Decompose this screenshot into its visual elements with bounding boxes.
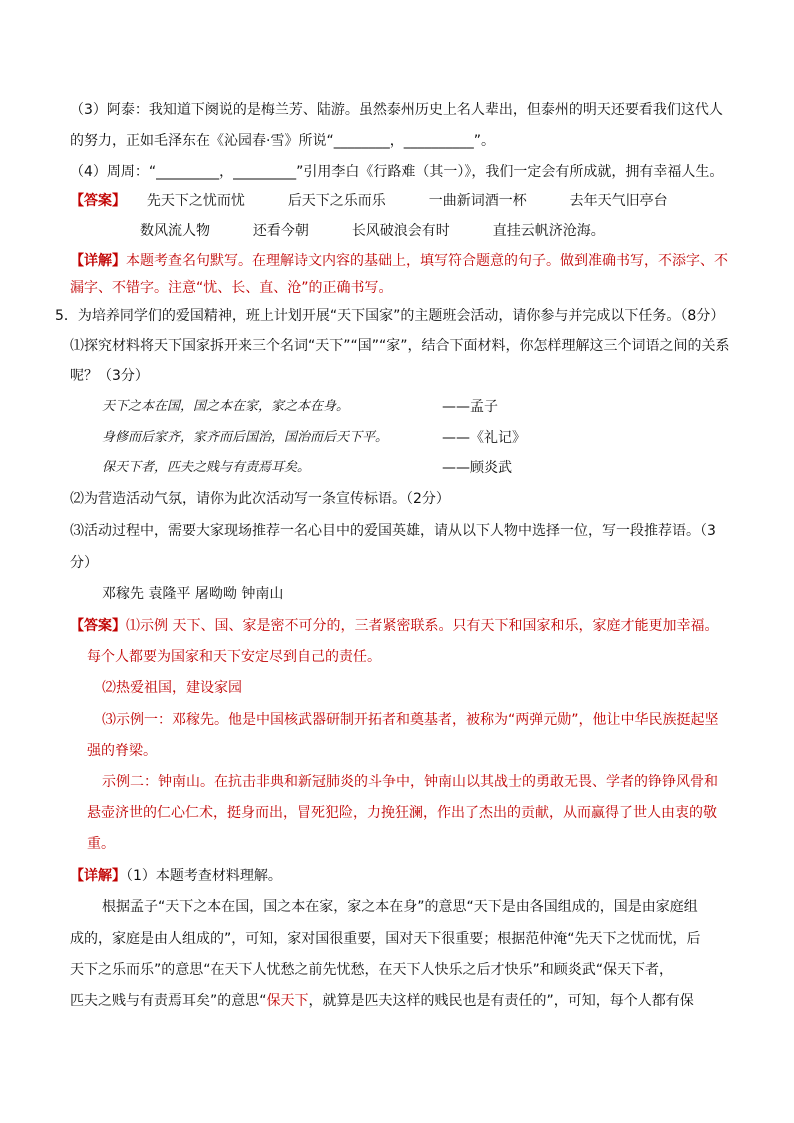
answer-item: 后天下之乐而乐 xyxy=(287,193,386,209)
q4-detail-line1 xyxy=(70,246,728,276)
q5-answer-2: ⑵热爱祖国，建设家园 xyxy=(102,680,242,696)
answer-item: 一曲新词酒一杯 xyxy=(428,193,527,209)
material-source: ——顾炎武 xyxy=(442,460,512,476)
detail-text: 本题考查名句默写。在理解诗文内容的基础上，填写符合题意的句子。做到准确书写，不添字、不 xyxy=(126,253,728,269)
q5-task2: ⑵为营造活动气氛，请你为此次活动写一条宣传标语。（2分） xyxy=(70,491,450,507)
q5-detail-line1: 根据孟子“天下之本在国，国之本在家，家之本在身”的意思“天下是由各国组成的，国是由家庭组 xyxy=(102,899,698,915)
material-text: 身修而后家齐，家齐而后国治，国治而后天下平。 xyxy=(102,430,389,445)
q5-answer-3-line3: 示例二：钟南山。在抗击非典和新冠肺炎的斗争中，钟南山以其战士的勇敢无畏、学者的铮铮风骨和 xyxy=(102,774,718,790)
q5-title: 5．为培养同学们的爱国精神，班上计划开展“天下国家”的主题班会活动，请你参与并完成以下任务。（8分） xyxy=(55,308,725,324)
q5-detail-line3: 天下之乐而乐”的意思“在天下人忧愁之前先忧愁，在天下人快乐之后才快乐”和顾炎武“保天下者， xyxy=(70,962,674,978)
detail-tag: 【详解】 xyxy=(70,868,126,884)
detail-tag: 【详解】 xyxy=(70,253,126,269)
detail-text: 匹夫之贱与有责焉耳矣”的意思“ xyxy=(70,993,267,1009)
detail-text: ，就算是匹夫这样的贱民也是有责任的”，可知，每个人都有保 xyxy=(308,993,694,1009)
material-text: 天下之本在国，国之本在家，家之本在身。 xyxy=(102,399,350,414)
answer-tag: 【答案】 xyxy=(70,618,126,634)
material-text: 保天下者，匹夫之贱与有责焉耳矣。 xyxy=(102,460,311,475)
q5-detail-heading xyxy=(70,861,282,891)
answer-item: 还看今朝 xyxy=(252,223,309,239)
answer-tag: 【答案】 xyxy=(70,193,126,209)
q4-detail-line2: 漏字、不错字。注意“忧、长、直、沧”的正确书写。 xyxy=(70,280,393,296)
answer-item: 长风破浪会有时 xyxy=(351,223,450,239)
q5-answer-line2: 每个人都要为国家和天下安定尽到自己的责任。 xyxy=(87,649,381,665)
q4-item4-line: （4）周周：“_________，_________”引用李白《行路难（其一）》，我们一定会有所成就，拥有幸福人生。 xyxy=(70,164,724,180)
material-source: ——孟子 xyxy=(442,399,498,415)
q5-task1-line2: 呢？（3分） xyxy=(70,368,149,384)
q4-item3-line2: 的努力，正如毛泽东在《沁园春·雪》所说“________，__________”。 xyxy=(70,133,495,149)
q4-answer-row1 xyxy=(70,186,668,216)
q4-answer-row2 xyxy=(140,216,605,246)
highlight-text: 保天下 xyxy=(266,993,309,1009)
hero-list: 邓稼先 袁隆平 屠呦呦 钟南山 xyxy=(102,586,284,602)
q5-answer-3-line5: 重。 xyxy=(87,836,115,852)
answer-text: ⑴示例 天下、国、家是密不可分的，三者紧密联系。只有天下和国家和乐，家庭才能更加幸福。 xyxy=(126,618,719,634)
q5-task1-line1: ⑴探究材料将天下国家拆开来三个名词“天下”“国”“家”，结合下面材料，你怎样理解这三个词语之间的关系 xyxy=(70,338,730,354)
q5-answer-line1 xyxy=(70,611,718,641)
q5-detail-line2: 成的，家庭是由人组成的”，可知，家对国很重要，国对天下很重要；根据范仲淹“先天下之忧而忧，后 xyxy=(70,931,701,947)
q5-answer-3-line2: 强的脊梁。 xyxy=(87,743,157,759)
q5-answer-3-line1: ⑶示例一：邓稼先。他是中国核武器研制开拓者和奠基者，被称为“两弹元勋”，他让中华民族挺起坚 xyxy=(102,712,719,728)
answer-item: 数风流人物 xyxy=(140,223,210,239)
material-source: ——《礼记》 xyxy=(442,430,526,446)
q5-task3-line2: 分） xyxy=(70,555,98,571)
answer-item: 先天下之忧而忧 xyxy=(146,193,245,209)
answer-item: 去年天气旧亭台 xyxy=(569,193,668,209)
q4-item3-line1: （3）阿泰：我知道下阕说的是梅兰芳、陆游。虽然泰州历史上名人辈出，但泰州的明天还要看我们这代人 xyxy=(70,102,723,118)
q5-answer-3-line4: 悬壶济世的仁心仁术，挺身而出，冒死犯险，力挽狂澜，作出了杰出的贡献，从而赢得了世人由衷的敬 xyxy=(87,805,717,821)
q5-detail-line4 xyxy=(70,986,694,1016)
q5-task3-line1: ⑶活动过程中，需要大家现场推荐一名心目中的爱国英雄，请从以下人物中选择一位，写一段推荐语。（3 xyxy=(70,523,716,539)
answer-item: 直挂云帆济沧海。 xyxy=(492,223,605,239)
detail-text: （1）本题考查材料理解。 xyxy=(126,868,282,884)
